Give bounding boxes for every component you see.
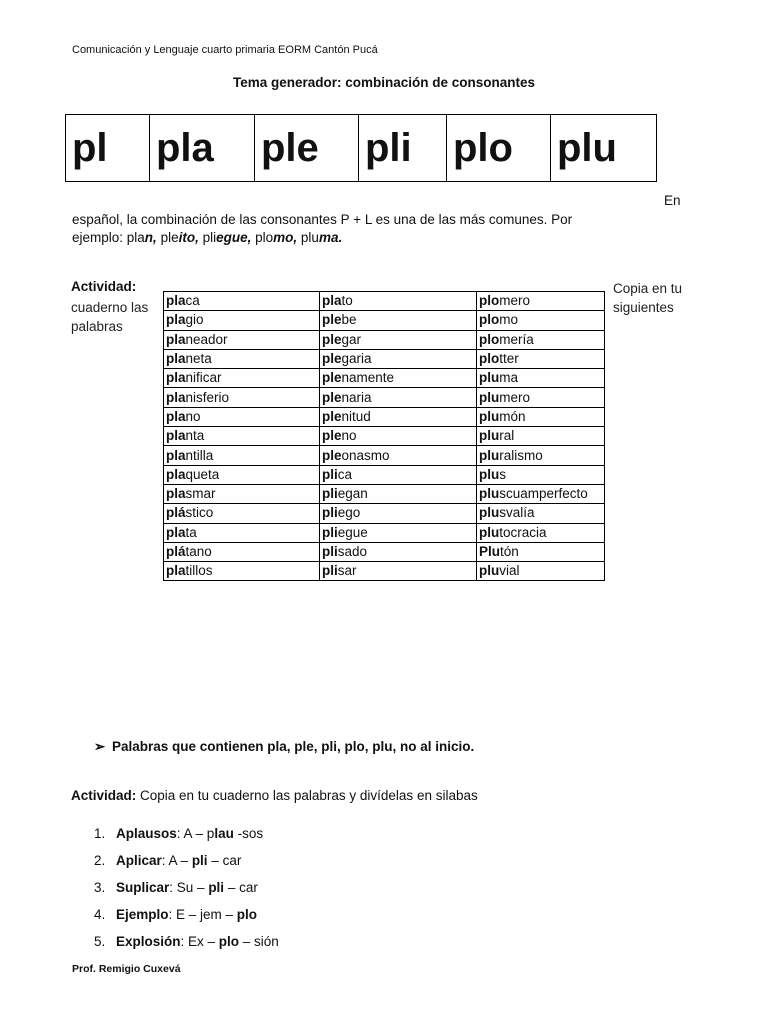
word-rest: gar: [341, 331, 362, 347]
word-prefix: ple: [322, 408, 342, 424]
table-cell: [164, 349, 320, 368]
word-rest: mero: [499, 293, 531, 309]
word-rest: naria: [341, 389, 372, 405]
word-rest: egue: [337, 524, 368, 540]
list-word: Suplicar: [116, 880, 170, 895]
table-cell: [477, 349, 605, 368]
word-rest: s: [499, 466, 506, 482]
word-prefix: pli: [322, 505, 338, 521]
syllable-text: : E – jem –: [168, 907, 237, 922]
table-cell: [320, 523, 477, 542]
table-cell: [164, 311, 320, 330]
table-row: [164, 427, 605, 446]
word-rest: tillos: [185, 563, 213, 579]
word-prefix: ple: [322, 389, 342, 405]
word-prefix: pli: [322, 563, 338, 579]
word-prefix: plo: [479, 351, 500, 367]
word-rest: be: [341, 312, 357, 328]
word-prefix: plu: [479, 486, 500, 502]
table-cell: [164, 562, 320, 581]
word-rest: egan: [337, 486, 368, 502]
example-prefix: ple: [160, 230, 179, 245]
word-table: [163, 291, 605, 581]
syllable-division-list: [94, 825, 279, 960]
activity-1-right-text: [613, 279, 682, 317]
word-rest: gio: [185, 312, 204, 328]
word-rest: neador: [185, 331, 228, 347]
table-cell: [164, 388, 320, 407]
syllable-bold: plo: [218, 934, 240, 949]
word-prefix: pla: [322, 293, 342, 309]
word-prefix: plo: [479, 331, 500, 347]
table-cell: [320, 292, 477, 311]
word-rest: ca: [337, 466, 353, 482]
table-cell: [164, 542, 320, 561]
table-cell: [320, 311, 477, 330]
table-cell: [477, 427, 605, 446]
word-prefix: Plu: [479, 544, 501, 559]
table-row: [164, 388, 605, 407]
word-prefix: plu: [479, 505, 500, 521]
syllable-bold: pli: [208, 880, 225, 895]
word-prefix: pla: [166, 331, 186, 347]
word-prefix: ple: [322, 370, 342, 386]
word-prefix: plu: [479, 370, 500, 386]
table-cell: [477, 292, 605, 311]
word-prefix: pla: [166, 428, 186, 444]
table-row: [164, 407, 605, 426]
example-separator: ,: [153, 230, 161, 245]
table-cell: [477, 562, 605, 581]
table-cell: [320, 427, 477, 446]
word-rest: tocracia: [499, 524, 547, 540]
table-cell: [320, 330, 477, 349]
activity-1-left-line: palabras: [71, 319, 123, 334]
list-item: [94, 825, 279, 852]
word-prefix: plu: [479, 428, 500, 444]
word-prefix: plu: [479, 524, 500, 540]
syllable-cell: pla: [150, 115, 255, 181]
list-item: [94, 852, 279, 879]
table-cell: [477, 388, 605, 407]
table-cell: [320, 465, 477, 484]
list-item: [94, 933, 279, 960]
list-item: [94, 879, 279, 906]
activity-2-text: Copia en tu cuaderno las palabras y divídelas en silabas: [136, 788, 478, 803]
word-rest: nificar: [185, 370, 222, 386]
section-bullet: [94, 739, 474, 755]
example-suffix: ito: [178, 230, 196, 245]
word-prefix: pli: [322, 486, 338, 502]
table-row: [164, 484, 605, 503]
list-item: [94, 906, 279, 933]
intro-line-2: [72, 229, 672, 247]
word-prefix: ple: [322, 428, 342, 444]
table-cell: [164, 523, 320, 542]
syllable-text: – sión: [239, 934, 279, 949]
table-cell: [320, 542, 477, 561]
section-bullet-text: Palabras que contienen pla, ple, pli, plo, plu, no al inicio.: [112, 739, 475, 754]
word-prefix: pli: [322, 524, 338, 540]
table-cell: [477, 504, 605, 523]
example-suffix: mo: [273, 230, 294, 245]
list-word: Ejemplo: [116, 907, 169, 922]
activity-1-left-line: cuaderno las: [71, 300, 149, 315]
word-prefix: pli: [322, 544, 338, 559]
word-rest: ma: [499, 370, 519, 386]
example-prefix: plo: [255, 230, 274, 245]
word-rest: onasmo: [341, 447, 390, 463]
word-rest: garia: [341, 351, 372, 367]
table-cell: [477, 311, 605, 330]
word-rest: món: [499, 408, 526, 424]
table-cell: [320, 369, 477, 388]
word-prefix: ple: [322, 351, 342, 367]
table-cell: [477, 484, 605, 503]
table-row: [164, 330, 605, 349]
word-prefix: pla: [166, 466, 186, 482]
word-rest: nta: [185, 428, 205, 444]
table-cell: [164, 292, 320, 311]
word-rest: ral: [499, 428, 515, 444]
example-suffix: n: [144, 230, 154, 245]
table-row: [164, 292, 605, 311]
table-cell: [477, 369, 605, 388]
syllable-banner: [65, 114, 657, 182]
table-cell: [164, 407, 320, 426]
table-row: [164, 504, 605, 523]
word-rest: ntilla: [185, 447, 214, 463]
list-number: 3.: [94, 880, 106, 895]
word-rest: tano: [185, 544, 212, 559]
syllable-cell: plo: [447, 115, 551, 181]
example-prefix: pli: [202, 230, 217, 245]
word-rest: tter: [499, 351, 519, 367]
syllable-text: : A – p: [176, 826, 215, 841]
activity-2: [71, 788, 478, 803]
activity-1-label: Actividad:: [71, 279, 137, 294]
table-cell: [164, 484, 320, 503]
table-row: [164, 349, 605, 368]
example-prefix: pla: [126, 230, 145, 245]
syllable-cell: pl: [66, 115, 150, 181]
example-separator: ,: [195, 230, 203, 245]
word-rest: to: [341, 293, 353, 309]
example-separator: ,: [293, 230, 301, 245]
table-row: [164, 311, 605, 330]
activity-1-left-text: [71, 298, 148, 336]
list-word: Aplicar: [116, 853, 162, 868]
word-prefix: ple: [322, 331, 342, 347]
word-rest: mería: [499, 331, 534, 347]
word-rest: ta: [185, 524, 197, 540]
word-prefix: pla: [166, 486, 186, 502]
word-rest: nisferio: [185, 389, 230, 405]
ejemplo-label: ejemplo:: [72, 230, 127, 245]
word-rest: vial: [499, 563, 520, 579]
word-prefix: ple: [322, 447, 342, 463]
table-cell: [320, 407, 477, 426]
word-prefix: pla: [166, 389, 186, 405]
word-rest: sado: [337, 544, 368, 559]
word-table-body: [164, 292, 605, 581]
word-rest: sar: [337, 563, 357, 579]
syllable-bold: pli: [191, 853, 208, 868]
topic-title: Tema generador: combinación de consonantes: [232, 75, 536, 90]
table-cell: [164, 369, 320, 388]
word-prefix: pla: [166, 312, 186, 328]
table-cell: [477, 446, 605, 465]
word-prefix: pla: [166, 351, 186, 367]
word-rest: no: [185, 408, 201, 424]
table-cell: [477, 523, 605, 542]
activity-1-right-line: siguientes: [613, 300, 674, 315]
word-prefix: plu: [479, 408, 500, 424]
word-rest: no: [341, 428, 357, 444]
activity-2-label: Actividad:: [71, 788, 137, 803]
table-cell: [320, 388, 477, 407]
word-rest: ralismo: [499, 447, 543, 463]
word-rest: svalía: [499, 505, 535, 521]
word-prefix: plu: [479, 389, 500, 405]
syllable-text: – car: [207, 853, 242, 868]
word-rest: scuamperfecto: [499, 486, 588, 502]
page-footer: Prof. Remigio Cuxevá: [72, 963, 181, 975]
word-prefix: plo: [479, 293, 500, 309]
arrow-bullet-icon: ➢: [94, 739, 106, 754]
word-rest: stico: [185, 505, 214, 521]
word-rest: ca: [185, 293, 200, 309]
example-separator: .: [338, 230, 343, 245]
table-cell: [164, 446, 320, 465]
syllable-text: : Ex –: [180, 934, 219, 949]
table-cell: [164, 427, 320, 446]
table-cell: [164, 330, 320, 349]
table-cell: [164, 504, 320, 523]
table-cell: [477, 407, 605, 426]
syllable-text: -sos: [233, 826, 264, 841]
word-prefix: pla: [166, 408, 186, 424]
word-prefix: plu: [479, 563, 500, 579]
syllable-cell: pli: [359, 115, 447, 181]
list-number: 5.: [94, 934, 106, 949]
example-words: [127, 230, 342, 245]
table-row: [164, 562, 605, 581]
word-prefix: ple: [322, 312, 342, 328]
syllable-text: – car: [224, 880, 258, 895]
page-header: Comunicación y Lenguaje cuarto primaria EORM Cantón Pucá: [72, 44, 378, 56]
syllable-cell: plu: [557, 126, 617, 170]
word-prefix: plá: [166, 544, 186, 559]
word-rest: tón: [500, 544, 519, 559]
word-prefix: plu: [479, 466, 500, 482]
table-row: [164, 542, 605, 561]
word-rest: mo: [499, 312, 519, 328]
intro-paragraph: [72, 211, 672, 247]
example-suffix: egue: [216, 230, 248, 245]
syllable-cell: ple: [255, 115, 359, 181]
list-word: Aplausos: [116, 826, 177, 841]
syllable-text: : Su –: [169, 880, 209, 895]
table-cell: [320, 446, 477, 465]
list-number: 2.: [94, 853, 106, 868]
word-prefix: pla: [166, 370, 186, 386]
word-prefix: plu: [479, 447, 500, 463]
intro-en-word: En: [664, 193, 681, 208]
word-rest: mero: [499, 389, 531, 405]
example-prefix: plu: [300, 230, 319, 245]
word-prefix: pli: [322, 466, 338, 482]
word-rest: ego: [337, 505, 361, 521]
list-number: 4.: [94, 907, 106, 922]
word-rest: namente: [341, 370, 395, 386]
activity-1-right-line: Copia en tu: [613, 281, 683, 296]
syllable-text: : A –: [161, 853, 192, 868]
table-cell: [320, 504, 477, 523]
table-row: [164, 523, 605, 542]
table-cell: [320, 484, 477, 503]
intro-line-1: español, la combinación de las consonantes P + L es una de las más comunes. Por: [72, 212, 573, 227]
table-cell: [477, 330, 605, 349]
table-row: [164, 369, 605, 388]
word-prefix: pla: [166, 524, 186, 540]
word-prefix: plo: [479, 312, 500, 328]
word-rest: neta: [185, 351, 212, 367]
example-suffix: ma: [318, 230, 339, 245]
word-rest: queta: [185, 466, 220, 482]
syllable-bold: plo: [236, 907, 258, 922]
table-cell: [164, 465, 320, 484]
syllable-bold: lau: [214, 826, 234, 841]
example-separator: ,: [247, 230, 256, 245]
word-rest: nitud: [341, 408, 371, 424]
word-prefix: pla: [166, 447, 186, 463]
word-prefix: plá: [166, 505, 186, 521]
table-cell: [320, 349, 477, 368]
list-number: 1.: [94, 826, 106, 841]
table-cell: [320, 562, 477, 581]
table-cell: [477, 542, 605, 561]
table-row: [164, 465, 605, 484]
word-prefix: pla: [166, 293, 186, 309]
list-word: Explosión: [116, 934, 181, 949]
word-prefix: pla: [166, 563, 186, 579]
table-cell: [477, 465, 605, 484]
table-row: [164, 446, 605, 465]
word-rest: smar: [185, 486, 216, 502]
